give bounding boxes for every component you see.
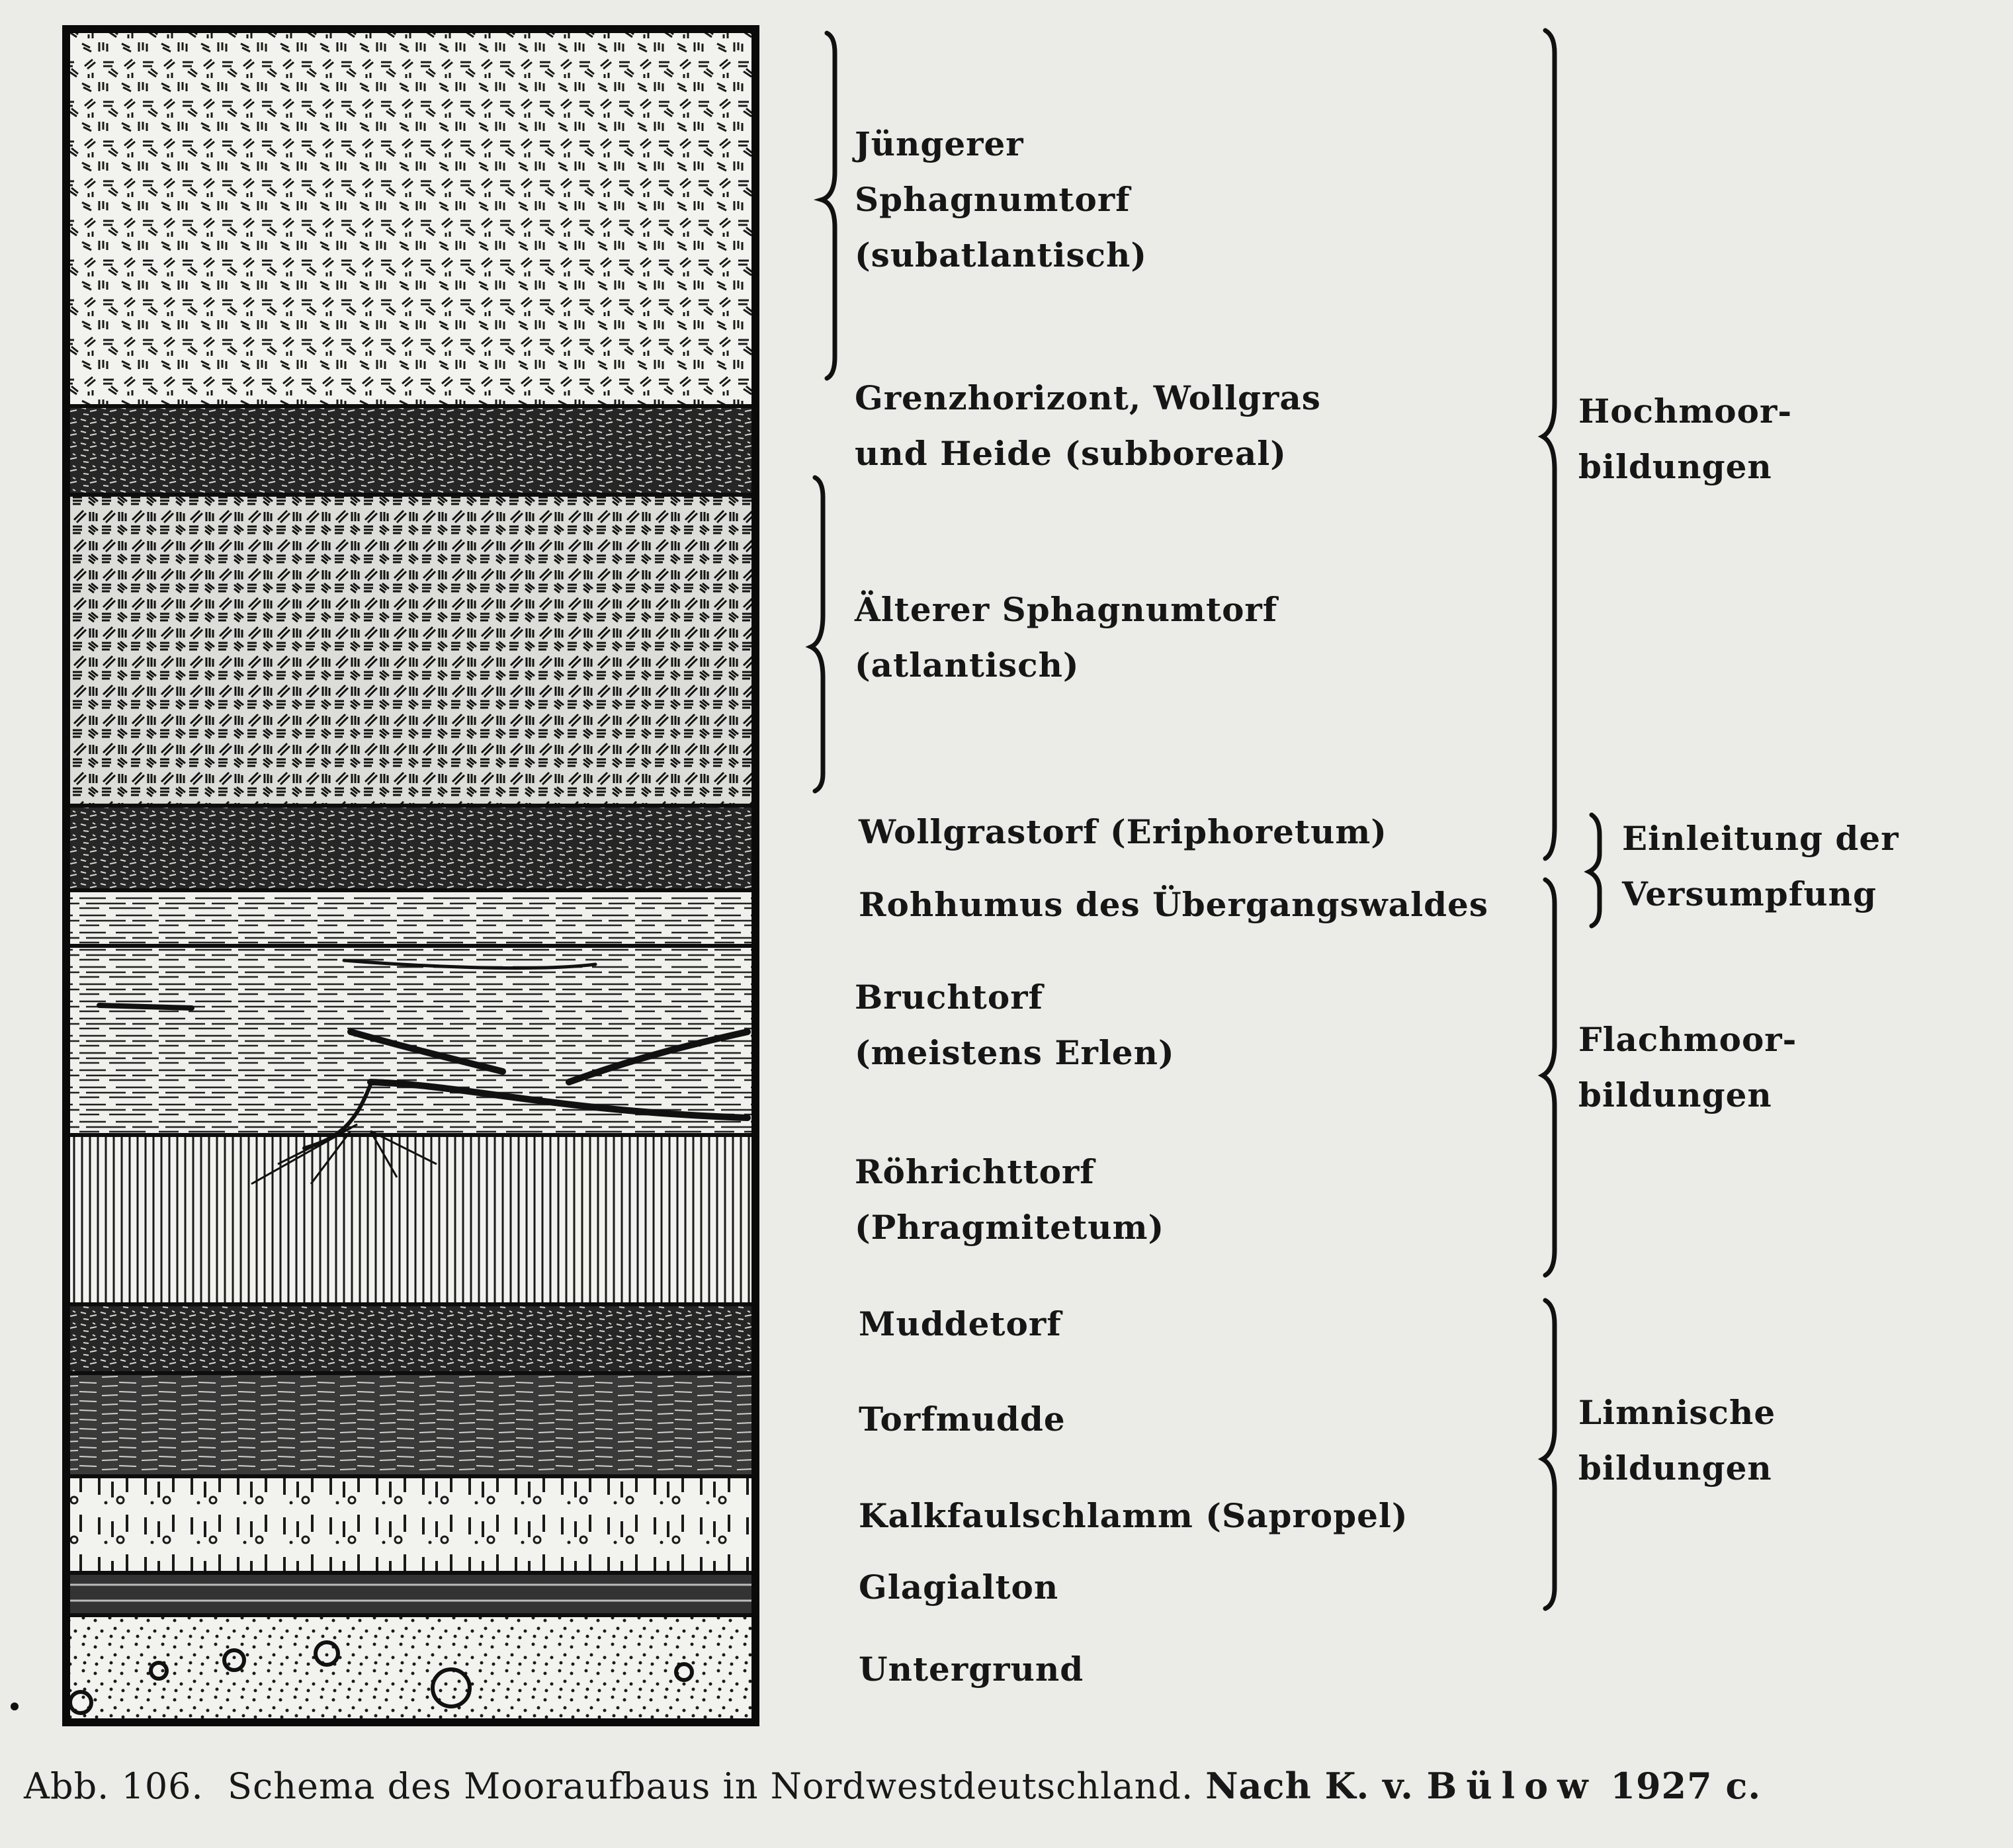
group-brace-flachmoor [1543,880,1555,1275]
group-brace-hochmoor [1543,30,1555,859]
layer-label-glagialton: Glagialton [859,1568,1059,1607]
inner-brace-juengerer [822,33,835,378]
layer-label-rohhumus: Rohhumus des Übergangswaldes [859,885,1488,924]
layer-label-roehrichttorf: Röhrichttorf (Phragmitetum) [855,1152,1165,1247]
stratum-aelterer-sphagnumtorf [69,495,753,806]
stratum-kalkfaulschlamm [69,1476,753,1573]
group-label-limnische: Limnische bildungen [1578,1393,1776,1488]
layer-label-bruchtorf: Bruchtorf (meistens Erlen) [855,978,1175,1072]
stratum-untergrund [69,1615,753,1720]
layer-label-torfmudde: Torfmudde [859,1400,1066,1439]
stratum-bruchtorf [69,946,753,1135]
stratum-grenzhorizont [69,406,753,495]
figure-caption [24,1765,1761,1807]
stratum-roehrichttorf [69,1135,753,1304]
group-brace-limnische [1543,1300,1555,1609]
group-label-einleitung: Einleitung der Versumpfung [1622,819,1899,913]
stratum-rohhumus [69,890,753,946]
layer-label-muddetorf: Muddetorf [859,1304,1062,1343]
layer-label-kalkfaulschlamm: Kalkfaulschlamm (Sapropel) [859,1496,1408,1535]
stratum-torfmudde [69,1373,753,1476]
caption-nach: Nach K. v. [1205,1765,1427,1807]
group-label-flachmoor: Flachmoor- bildungen [1578,1020,1797,1114]
layer-label-untergrund: Untergrund [859,1650,1084,1689]
layer-label-grenzhorizont: Grenzhorizont, Wollgras und Heide (subboreal) [855,378,1321,473]
group-brace-einleitung [1589,815,1600,926]
inner-brace-aelterer [811,478,823,791]
caption-author: Bülow [1426,1765,1598,1807]
stratum-juengerer-sphagnumtorf [69,32,753,406]
stratum-wollgrastorf [69,806,753,890]
group-label-hochmoor: Hochmoor- bildungen [1578,392,1793,486]
stratum-muddetorf [69,1304,753,1373]
stratum-glagialton [69,1573,753,1615]
layer-label-juengerer-sphagnumtorf: Jüngerer Sphagnumtorf (subatlantisch) [855,124,1148,274]
caption-year: 1927 c. [1597,1765,1762,1807]
caption-prefix: Abb. 106. Schema des Mooraufbaus in Nordwestdeutschland. [24,1765,1206,1807]
layer-label-wollgrastorf: Wollgrastorf (Eriphoretum) [859,812,1387,851]
layer-label-aelterer-sphagnumtorf: Älterer Sphagnumtorf (atlantisch) [855,590,1278,685]
